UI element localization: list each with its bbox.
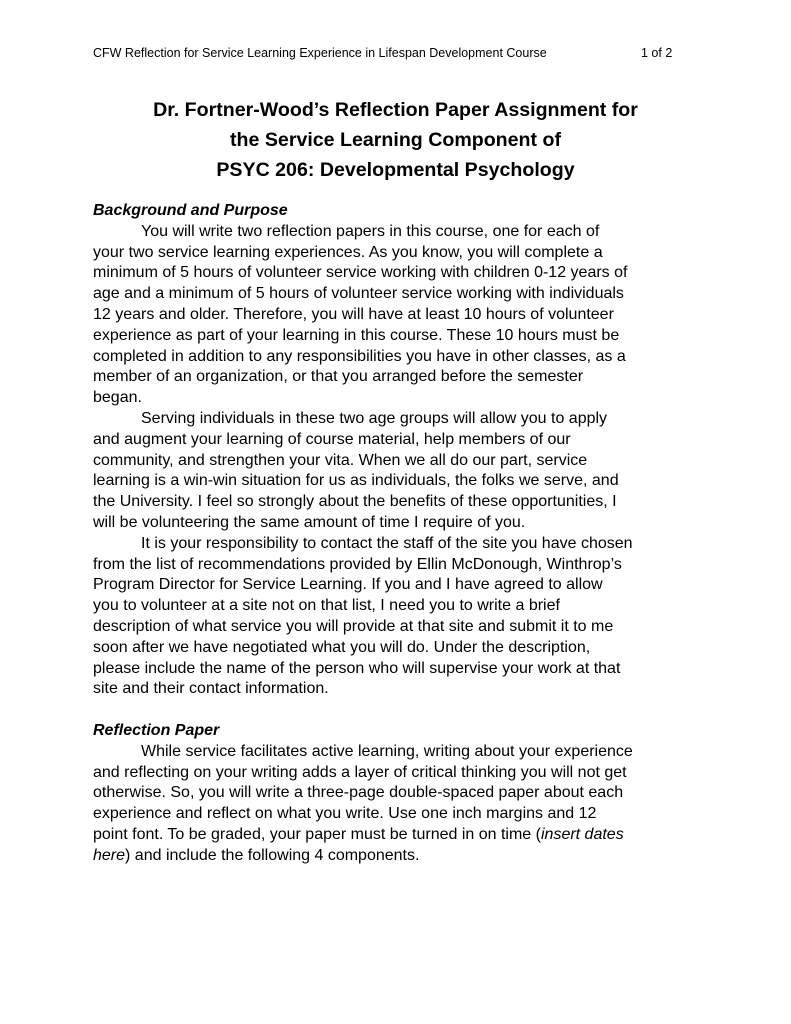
document-title — [60, 95, 731, 185]
spacer — [93, 700, 705, 721]
line-text: point font. To be graded, your paper must be turned in on time ( — [93, 825, 541, 843]
section-heading-background: Background and Purpose — [93, 202, 288, 219]
paragraph-line: site and their contact information. — [93, 680, 329, 698]
paragraph-line: 12 years and older. Therefore, you will have at least 10 hours of volunteer — [93, 305, 614, 323]
paragraph-line: otherwise. So, you will write a three-page double-spaced paper about each — [93, 784, 624, 802]
paragraph-line: community, and strengthen your vita. When we all do our part, service — [93, 451, 588, 469]
paragraph-line: your two service learning experiences. As you know, you will complete a — [93, 243, 603, 261]
paragraph-line: the University. I feel so strongly about the benefits of these opportunities, I — [93, 493, 617, 511]
paragraph-line — [93, 825, 705, 846]
paragraph-line: experience and reflect on what you write. Use one inch margins and 12 — [93, 805, 597, 823]
line-text: ) and include the following 4 components. — [125, 846, 420, 864]
paragraph — [93, 222, 705, 409]
paragraph-line: soon after we have negotiated what you will do. Under the description, — [93, 638, 591, 656]
section-heading-reflection: Reflection Paper — [93, 721, 220, 739]
paragraph-line: will be volunteering the same amount of time I require of you. — [93, 513, 526, 531]
page-number: 1 of 2 — [641, 46, 673, 60]
paragraph — [93, 742, 705, 867]
placeholder-text: insert dates — [540, 825, 624, 843]
paragraph-line: Serving individuals in these two age groups will allow you to apply — [141, 409, 608, 427]
paragraph — [93, 534, 705, 700]
paragraph-line: Program Director for Service Learning. If you and I have agreed to allow — [93, 576, 603, 594]
paragraph — [93, 409, 705, 534]
paragraph-line: minimum of 5 hours of volunteer service working with children 0-12 years of — [93, 264, 628, 282]
paragraph-line: began. — [93, 389, 142, 407]
placeholder-text: here — [93, 846, 126, 864]
paragraph-line: member of an organization, or that you arranged before the semester — [93, 368, 584, 386]
paragraph-line: from the list of recommendations provided by Ellin McDonough, Winthrop’s — [93, 555, 622, 573]
paragraph-line: experience as part of your learning in this course. These 10 hours must be — [93, 326, 620, 344]
title-line: the Service Learning Component of — [230, 129, 561, 151]
paragraph-line: please include the name of the person who will supervise your work at that — [93, 659, 621, 677]
title-line: PSYC 206: Developmental Psychology — [216, 159, 575, 181]
paragraph-line: It is your responsibility to contact the staff of the site you have chosen — [141, 534, 633, 552]
paragraph-line: learning is a win-win situation for us as individuals, the folks we serve, and — [93, 472, 619, 490]
paragraph-line: and reflecting on your writing adds a layer of critical thinking you will not get — [93, 763, 627, 781]
paragraph-line: While service facilitates active learning, writing about your experience — [141, 742, 633, 760]
paragraph-line: you to volunteer at a site not on that list, I need you to write a brief — [93, 597, 560, 615]
paragraph-line: completed in addition to any responsibilities you have in other classes, as a — [93, 347, 626, 365]
paragraph-line: age and a minimum of 5 hours of volunteer service working with individuals — [93, 285, 624, 303]
paragraph-line: description of what service you will provide at that site and submit it to me — [93, 617, 614, 635]
paragraph-line — [93, 846, 705, 867]
running-header-title: CFW Reflection for Service Learning Experience in Lifespan Development Course — [93, 46, 547, 60]
title-line: Dr. Fortner-Wood’s Reflection Paper Assignment for — [153, 99, 638, 121]
paragraph-line: You will write two reflection papers in this course, one for each of — [141, 222, 600, 240]
paragraph-line: and augment your learning of course material, help members of our — [93, 430, 571, 448]
document-body — [93, 201, 705, 867]
